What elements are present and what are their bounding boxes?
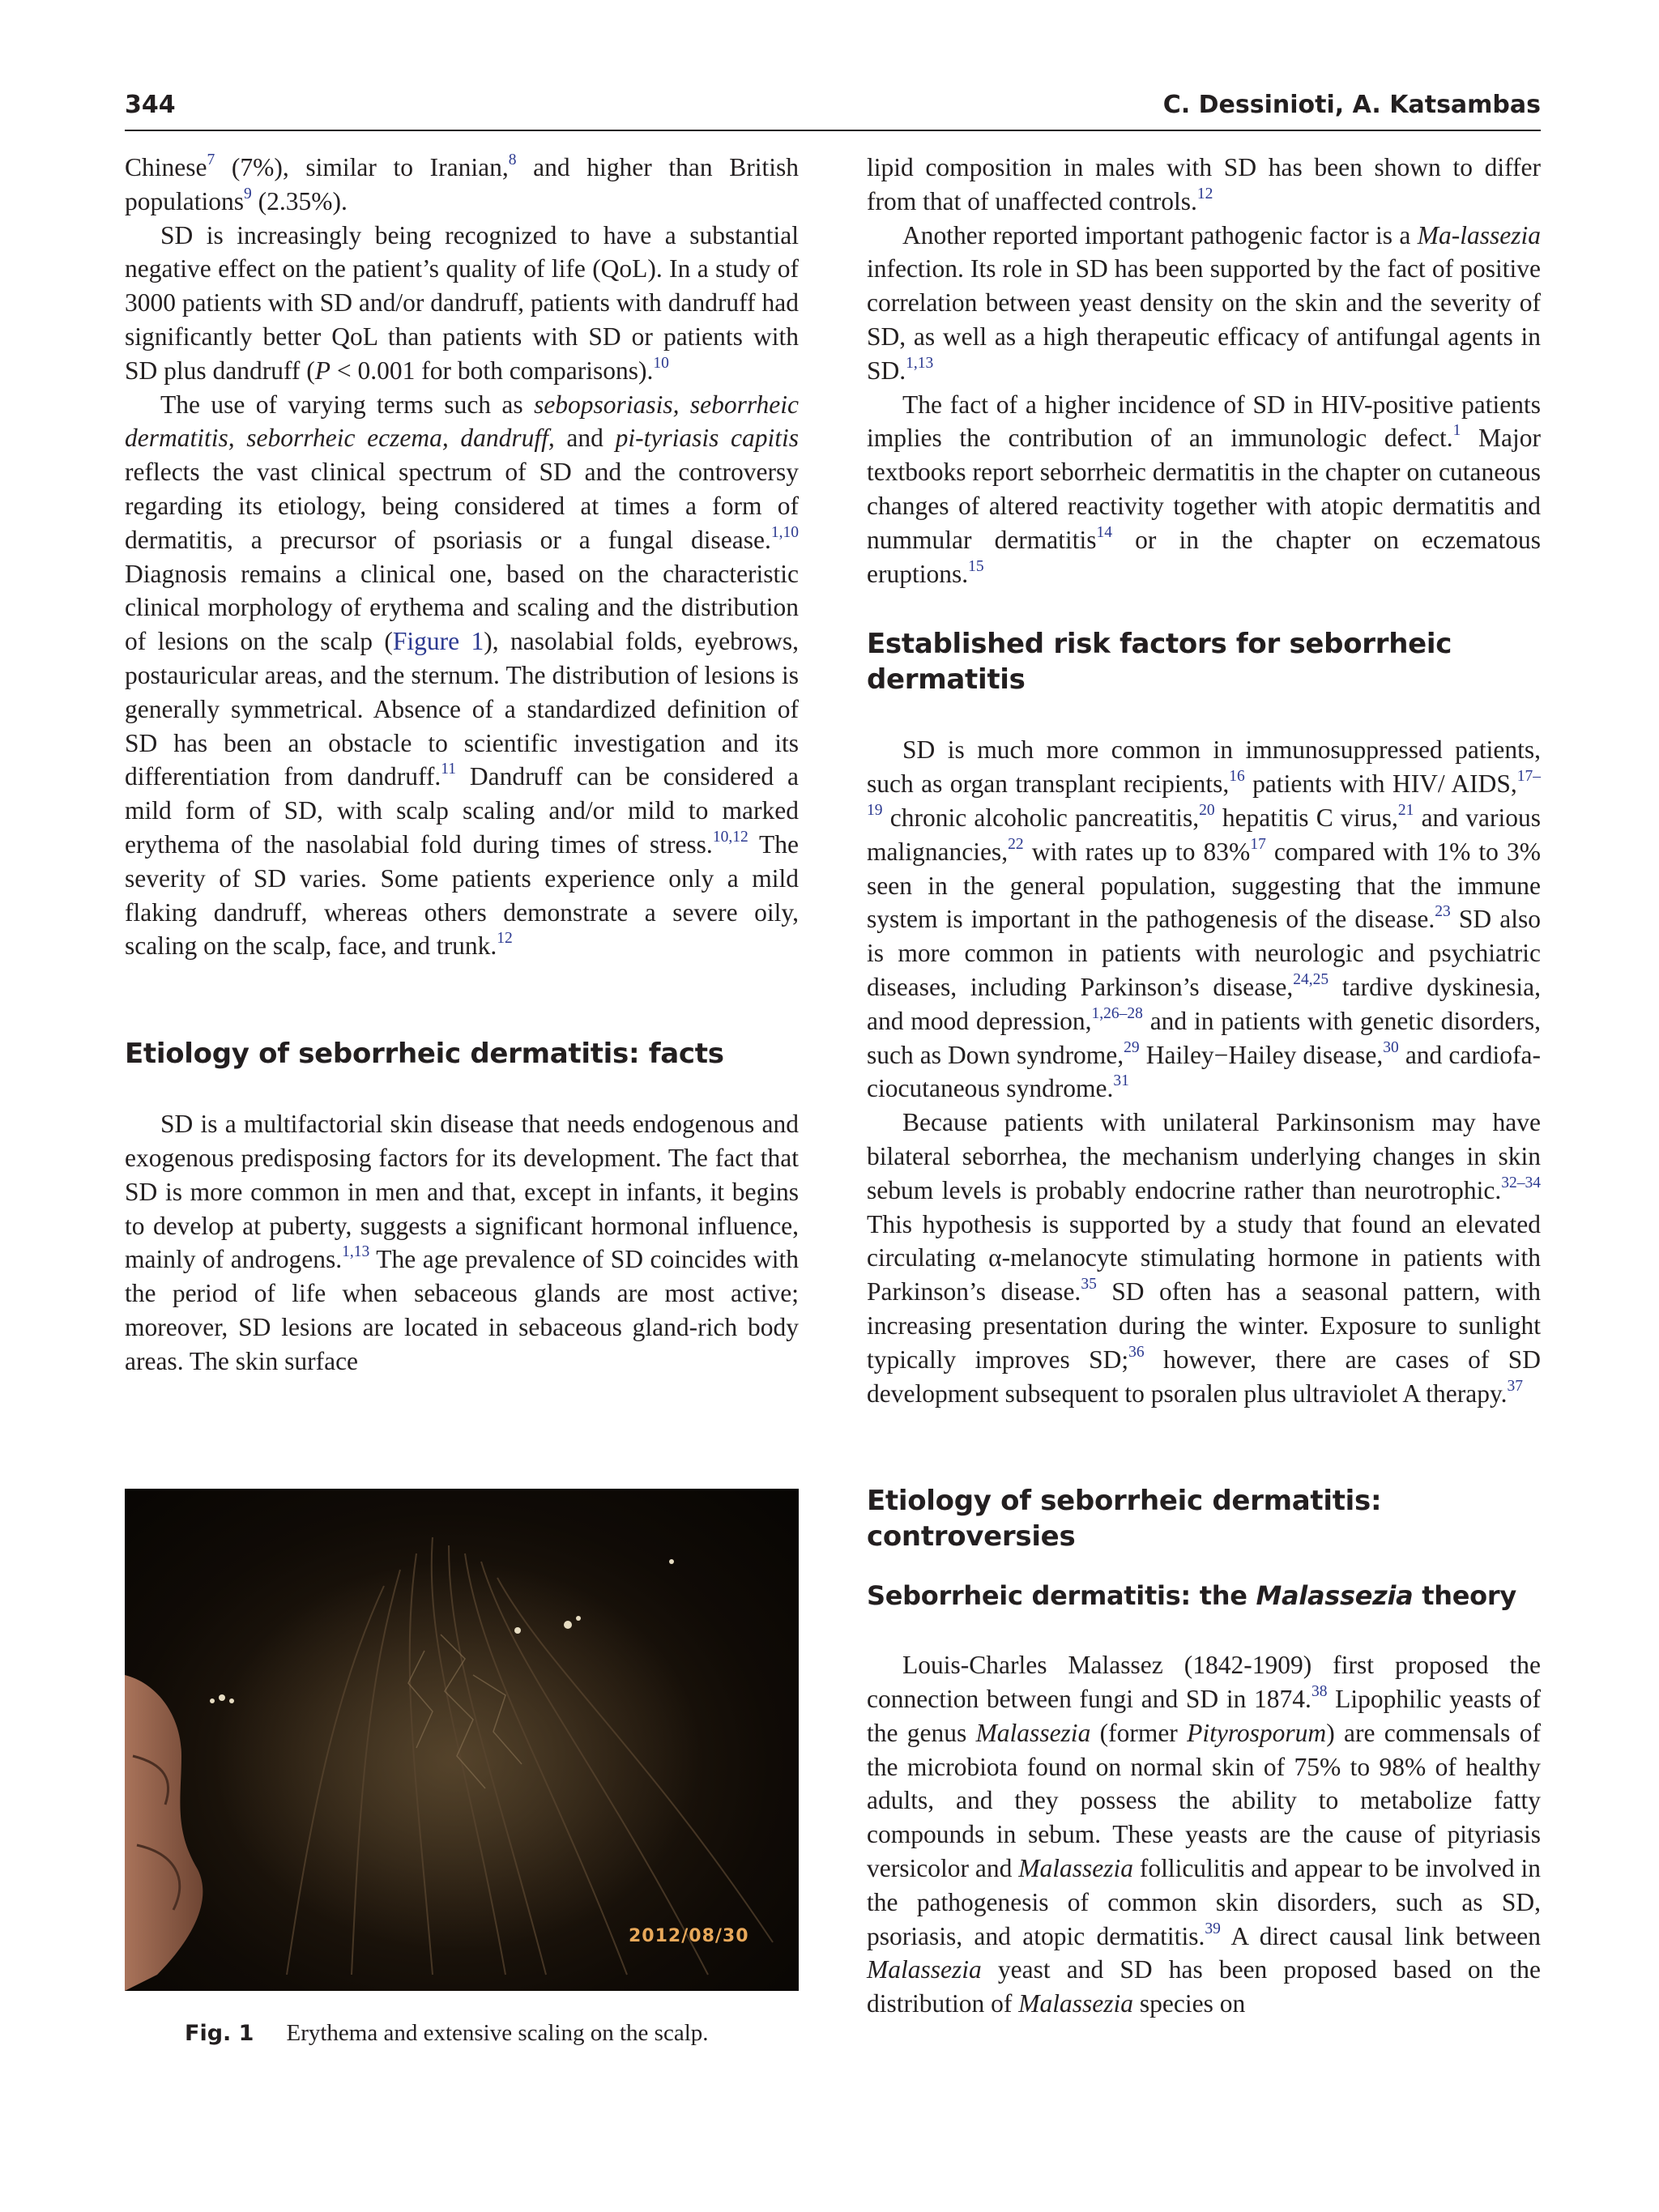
- figure-1-link[interactable]: Figure 1: [392, 627, 484, 656]
- section-heading: Etiology of seborrheic dermatitis: facts: [125, 1038, 724, 1071]
- paragraph: SD is much more common in immunosuppressed patients, such as organ transplant recipients,$^{16}$ patients with HIV/ AIDS,$^{17-19}$ chronic alcoholic pancreatitis,$^{20}$ hepatitis C virus,$^{21}$ and various malignancies,$^{22}$ with rates up to 83%$^{17}$ compared with 1% to 3% seen in the general population, suggesting that the immune system is important in the pathogenesis of the disease.$^{23}$ SD also is more common in patients with neurologic and psychiatric diseases, including Parkinson’s disease,$^{24,25}$ tardive dyskinesia, and mood depression,$^{1,26-28}$ and in patients with genetic disorders, such as Down syndrome,$^{29}$ Hailey−Hailey disease,$^{30}$ and cardiofa-ciocutaneous syndrome.$^{31}$: [867, 735, 1542, 1103]
- running-header: [125, 91, 1541, 131]
- page-number: 344: [125, 91, 176, 119]
- paragraph: The use of varying terms such as sebopsoriasis, seborrheic dermatitis, seborrheic eczema, dandruff, and pi-tyriasis capitis reflects the vast clinical spectrum of SD and the controversy regarding its etiology, being considered at times a form of dermatitis, a precursor of psoriasis or a fungal disease.$^{1,10}$ Diagnosis remains a clinical one, based on the characteristic clinical morphology of erythema and scaling and the distribution of lesions on the scalp (Figure 1), nasolabial folds, eyebrows, postauricular areas, and the sternum. The distribution of lesions is generally symmetrical. Absence of a standardized definition of SD has been an obstacle to scientific investigation and its differentiation from dandruff.$^{11}$ Dandruff can be considered a mild form of SD, with scalp scaling and/or mild to marked erythema of the nasolabial fold during times of stress.$^{10,12}$ The severity of SD varies. Some patients experience only a mild flaking dandruff, whereas others demonstrate a severe oily, scaling on the scalp, face, and trunk.$^{12}$: [125, 390, 800, 961]
- paragraph: Another reported important pathogenic factor is a Ma-lassezia infection. Its role in SD has been supported by the fact of positive correlation between yeast density on the skin and the severity of SD, as well as a high therapeutic efficacy of antifungal agents in SD.$^{1,13}$: [867, 220, 1541, 385]
- paragraph: lipid composition in males with SD has been shown to differ from that of unaffected controls.$^{12}$: [867, 153, 1541, 215]
- paragraph: Louis-Charles Malassez (1842-1909) first proposed the connection between fungi and SD in 1874.38 Lipophilic yeasts of the genus Malassezia (former Pityrosporum) are commensals of the microbiota found on normal skin of 75% to 98% of healthy adults, and they possess the ability to metabolize fatty compounds in sebum. These yeasts are the cause of pityriasis versicolor and Malassezia folliculitis and appear to be involved in the pathogenesis of common skin disorders, such as SD, psoriasis, and atopic dermatitis.$^{39}$ A direct causal link between Malassezia yeast and SD has been proposed based on the distribution of Malassezia species on: [867, 1651, 1541, 2018]
- paragraph: SD is a multifactorial skin disease that needs endogenous and exogenous predisposing factors for its development. The fact that SD is more common in men and that, except in infants, it begins to develop at puberty, suggests a significant hormonal influence, mainly of androgens.$^{1,13}$ The age prevalence of SD coincides with the period of life when sebaceous glands are most active; moreover, SD lesions are located in sebaceous gland-rich body areas. The skin surface: [125, 1110, 800, 1375]
- figure-caption-text: Erythema and extensive scaling on the scalp.: [286, 2020, 709, 2046]
- photo-date-stamp: 2012/08/30: [629, 1926, 749, 1946]
- right-column: [867, 151, 1541, 2021]
- subsection-heading: Seborrheic dermatitis: the Malassezia theory: [867, 1580, 1516, 1612]
- paragraph: SD is increasingly being recognized to have a substantial negative effect on the patient’s quality of life (QoL). In a study of 3000 patients with SD and/or dandruff, patients with dandruff had significantly better QoL than patients with SD or patients with SD plus dandruff (P < 0.001 for both comparisons).$^{10}$: [125, 220, 799, 385]
- scalp-photo: [125, 1489, 799, 1991]
- figure-caption: [185, 2017, 800, 2050]
- paragraph: The fact of a higher incidence of SD in HIV-positive patients implies the contribution of an immunologic defect.$^1$ Major textbooks report seborrheic dermatitis in the chapter on cutaneous changes of altered reactivity together with atopic dermatitis and nummular dermatitis$^{14}$ or in the chapter on eczematous eruptions.$^{15}$: [867, 390, 1541, 588]
- paragraph: Because patients with unilateral Parkinsonism may have bilateral seborrhea, the mechanism underlying changes in skin sebum levels is probably endocrine rather than neurotrophic.$^{32-34}$ This hypothesis is supported by a study that found an elevated circulating α-melanocyte stimulating hormone in patients with Parkinson’s disease.$^{35}$ SD often has a seasonal pattern, with increasing presentation during the winter. Exposure to sunlight typically improves SD;$^{36}$ however, there are cases of SD development subsequent to psoralen plus ultraviolet A therapy.$^{37}$: [867, 1108, 1541, 1408]
- section-heading: Established risk factors for seborrheic dermatitis: [867, 628, 1452, 697]
- figure-label: Fig. 1: [185, 2021, 254, 2046]
- left-column: [125, 151, 799, 1379]
- running-authors: C. Dessinioti, A. Katsambas: [1162, 91, 1541, 119]
- section-heading: Etiology of seborrheic dermatitis: controversies: [867, 1485, 1382, 1554]
- paragraph: Chinese$^7$ (7%), similar to Iranian,$^8$ and higher than British populations$^9$ (2.35%).: [125, 151, 799, 215]
- scalp-photo-image: [125, 1489, 799, 1991]
